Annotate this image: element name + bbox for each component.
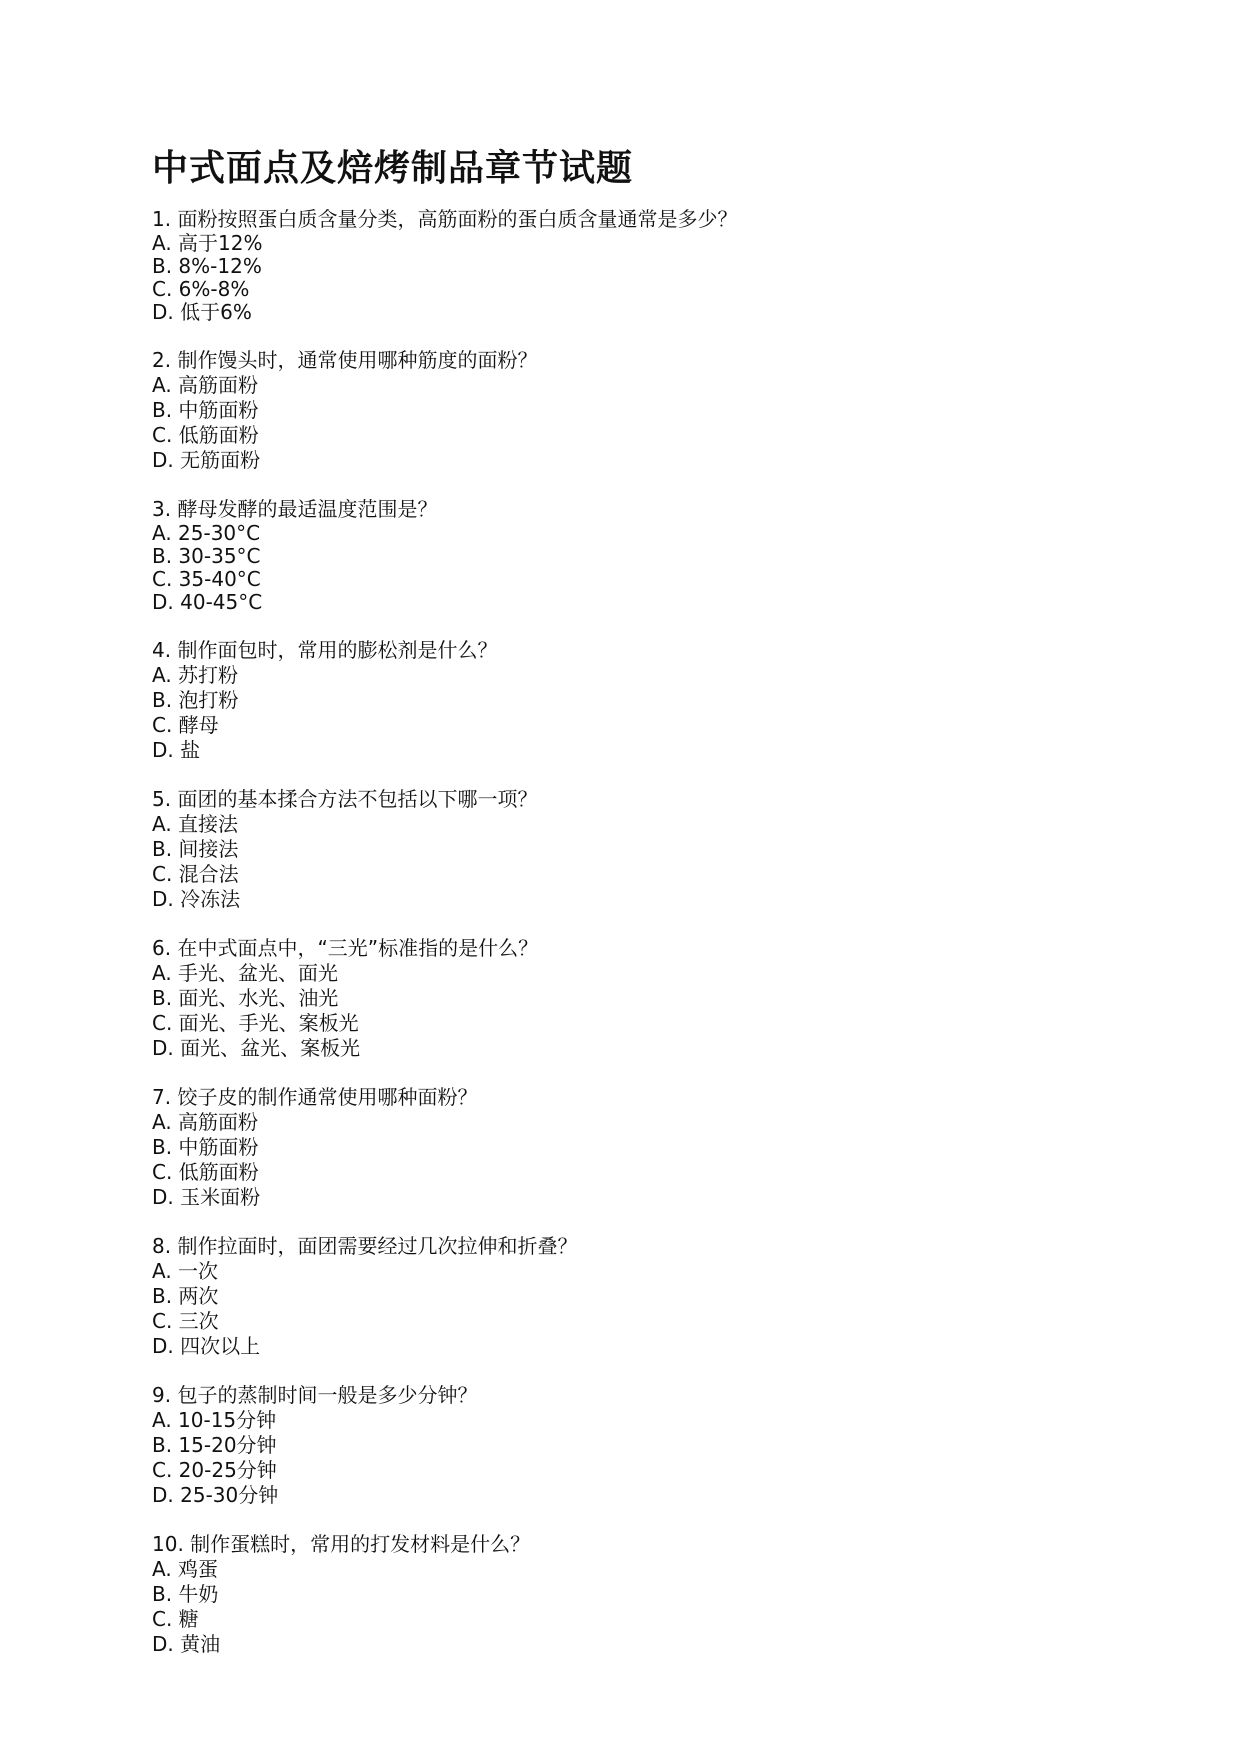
option-c: C. 混合法 <box>152 862 239 886</box>
option-c: C. 6%-8% <box>152 277 250 301</box>
question-2 <box>152 348 1112 473</box>
option-c: C. 三次 <box>152 1309 219 1333</box>
option-d: D. 盐 <box>152 738 201 762</box>
option-b: B. 30-35°C <box>152 544 261 568</box>
option-a: A. 一次 <box>152 1259 219 1283</box>
option-d: D. 无筋面粉 <box>152 448 261 472</box>
option-b: B. 15-20分钟 <box>152 1433 277 1457</box>
page-title: 中式面点及焙烤制品章节试题 <box>152 147 634 189</box>
question-6 <box>152 936 1112 1061</box>
option-c: C. 糖 <box>152 1607 199 1631</box>
document-page <box>152 143 1112 1681</box>
question-text: 6. 在中式面点中，“三光”标准指的是什么？ <box>152 936 539 960</box>
option-a: A. 直接法 <box>152 812 239 836</box>
option-d: D. 低于6% <box>152 300 252 324</box>
question-3 <box>152 497 1112 614</box>
option-c: C. 低筋面粉 <box>152 423 259 447</box>
option-a: A. 高于12% <box>152 231 263 255</box>
question-text: 8. 制作拉面时，面团需要经过几次拉伸和折叠？ <box>152 1234 578 1258</box>
option-d: D. 40-45°C <box>152 590 263 614</box>
option-b: B. 两次 <box>152 1284 219 1308</box>
option-a: A. 鸡蛋 <box>152 1557 219 1581</box>
option-a: A. 高筋面粉 <box>152 1110 259 1134</box>
option-b: B. 间接法 <box>152 837 239 861</box>
option-b: B. 泡打粉 <box>152 688 239 712</box>
option-a: A. 10-15分钟 <box>152 1408 277 1432</box>
option-c: C. 面光、手光、案板光 <box>152 1011 359 1035</box>
question-text: 7. 饺子皮的制作通常使用哪种面粉？ <box>152 1085 478 1109</box>
option-d: D. 冷冻法 <box>152 887 241 911</box>
question-text: 1. 面粉按照蛋白质含量分类，高筋面粉的蛋白质含量通常是多少？ <box>152 207 738 231</box>
option-c: C. 酵母 <box>152 713 219 737</box>
question-1 <box>152 207 1112 324</box>
question-text: 5. 面团的基本揉合方法不包括以下哪一项？ <box>152 787 538 811</box>
question-text: 2. 制作馒头时，通常使用哪种筋度的面粉？ <box>152 348 538 372</box>
option-b: B. 面光、水光、油光 <box>152 986 339 1010</box>
option-d: D. 面光、盆光、案板光 <box>152 1036 361 1060</box>
option-a: A. 25-30°C <box>152 521 261 545</box>
option-b: B. 中筋面粉 <box>152 1135 259 1159</box>
option-d: D. 黄油 <box>152 1632 221 1656</box>
option-a: A. 手光、盆光、面光 <box>152 961 339 985</box>
option-d: D. 玉米面粉 <box>152 1185 261 1209</box>
question-7 <box>152 1085 1112 1210</box>
question-5 <box>152 787 1112 912</box>
question-10 <box>152 1532 1112 1657</box>
question-9 <box>152 1383 1112 1508</box>
question-text: 4. 制作面包时，常用的膨松剂是什么？ <box>152 638 498 662</box>
option-b: B. 中筋面粉 <box>152 398 259 422</box>
question-8 <box>152 1234 1112 1359</box>
question-text: 9. 包子的蒸制时间一般是多少分钟？ <box>152 1383 478 1407</box>
option-c: C. 20-25分钟 <box>152 1458 277 1482</box>
option-c: C. 35-40°C <box>152 567 261 591</box>
option-a: A. 高筋面粉 <box>152 373 259 397</box>
question-list <box>152 207 1112 1681</box>
option-d: D. 25-30分钟 <box>152 1483 279 1507</box>
option-c: C. 低筋面粉 <box>152 1160 259 1184</box>
question-text: 10. 制作蛋糕时，常用的打发材料是什么？ <box>152 1532 531 1556</box>
option-b: B. 牛奶 <box>152 1582 219 1606</box>
question-4 <box>152 638 1112 763</box>
option-a: A. 苏打粉 <box>152 663 239 687</box>
option-d: D. 四次以上 <box>152 1334 261 1358</box>
option-b: B. 8%-12% <box>152 254 262 278</box>
question-text: 3. 酵母发酵的最适温度范围是？ <box>152 497 438 521</box>
